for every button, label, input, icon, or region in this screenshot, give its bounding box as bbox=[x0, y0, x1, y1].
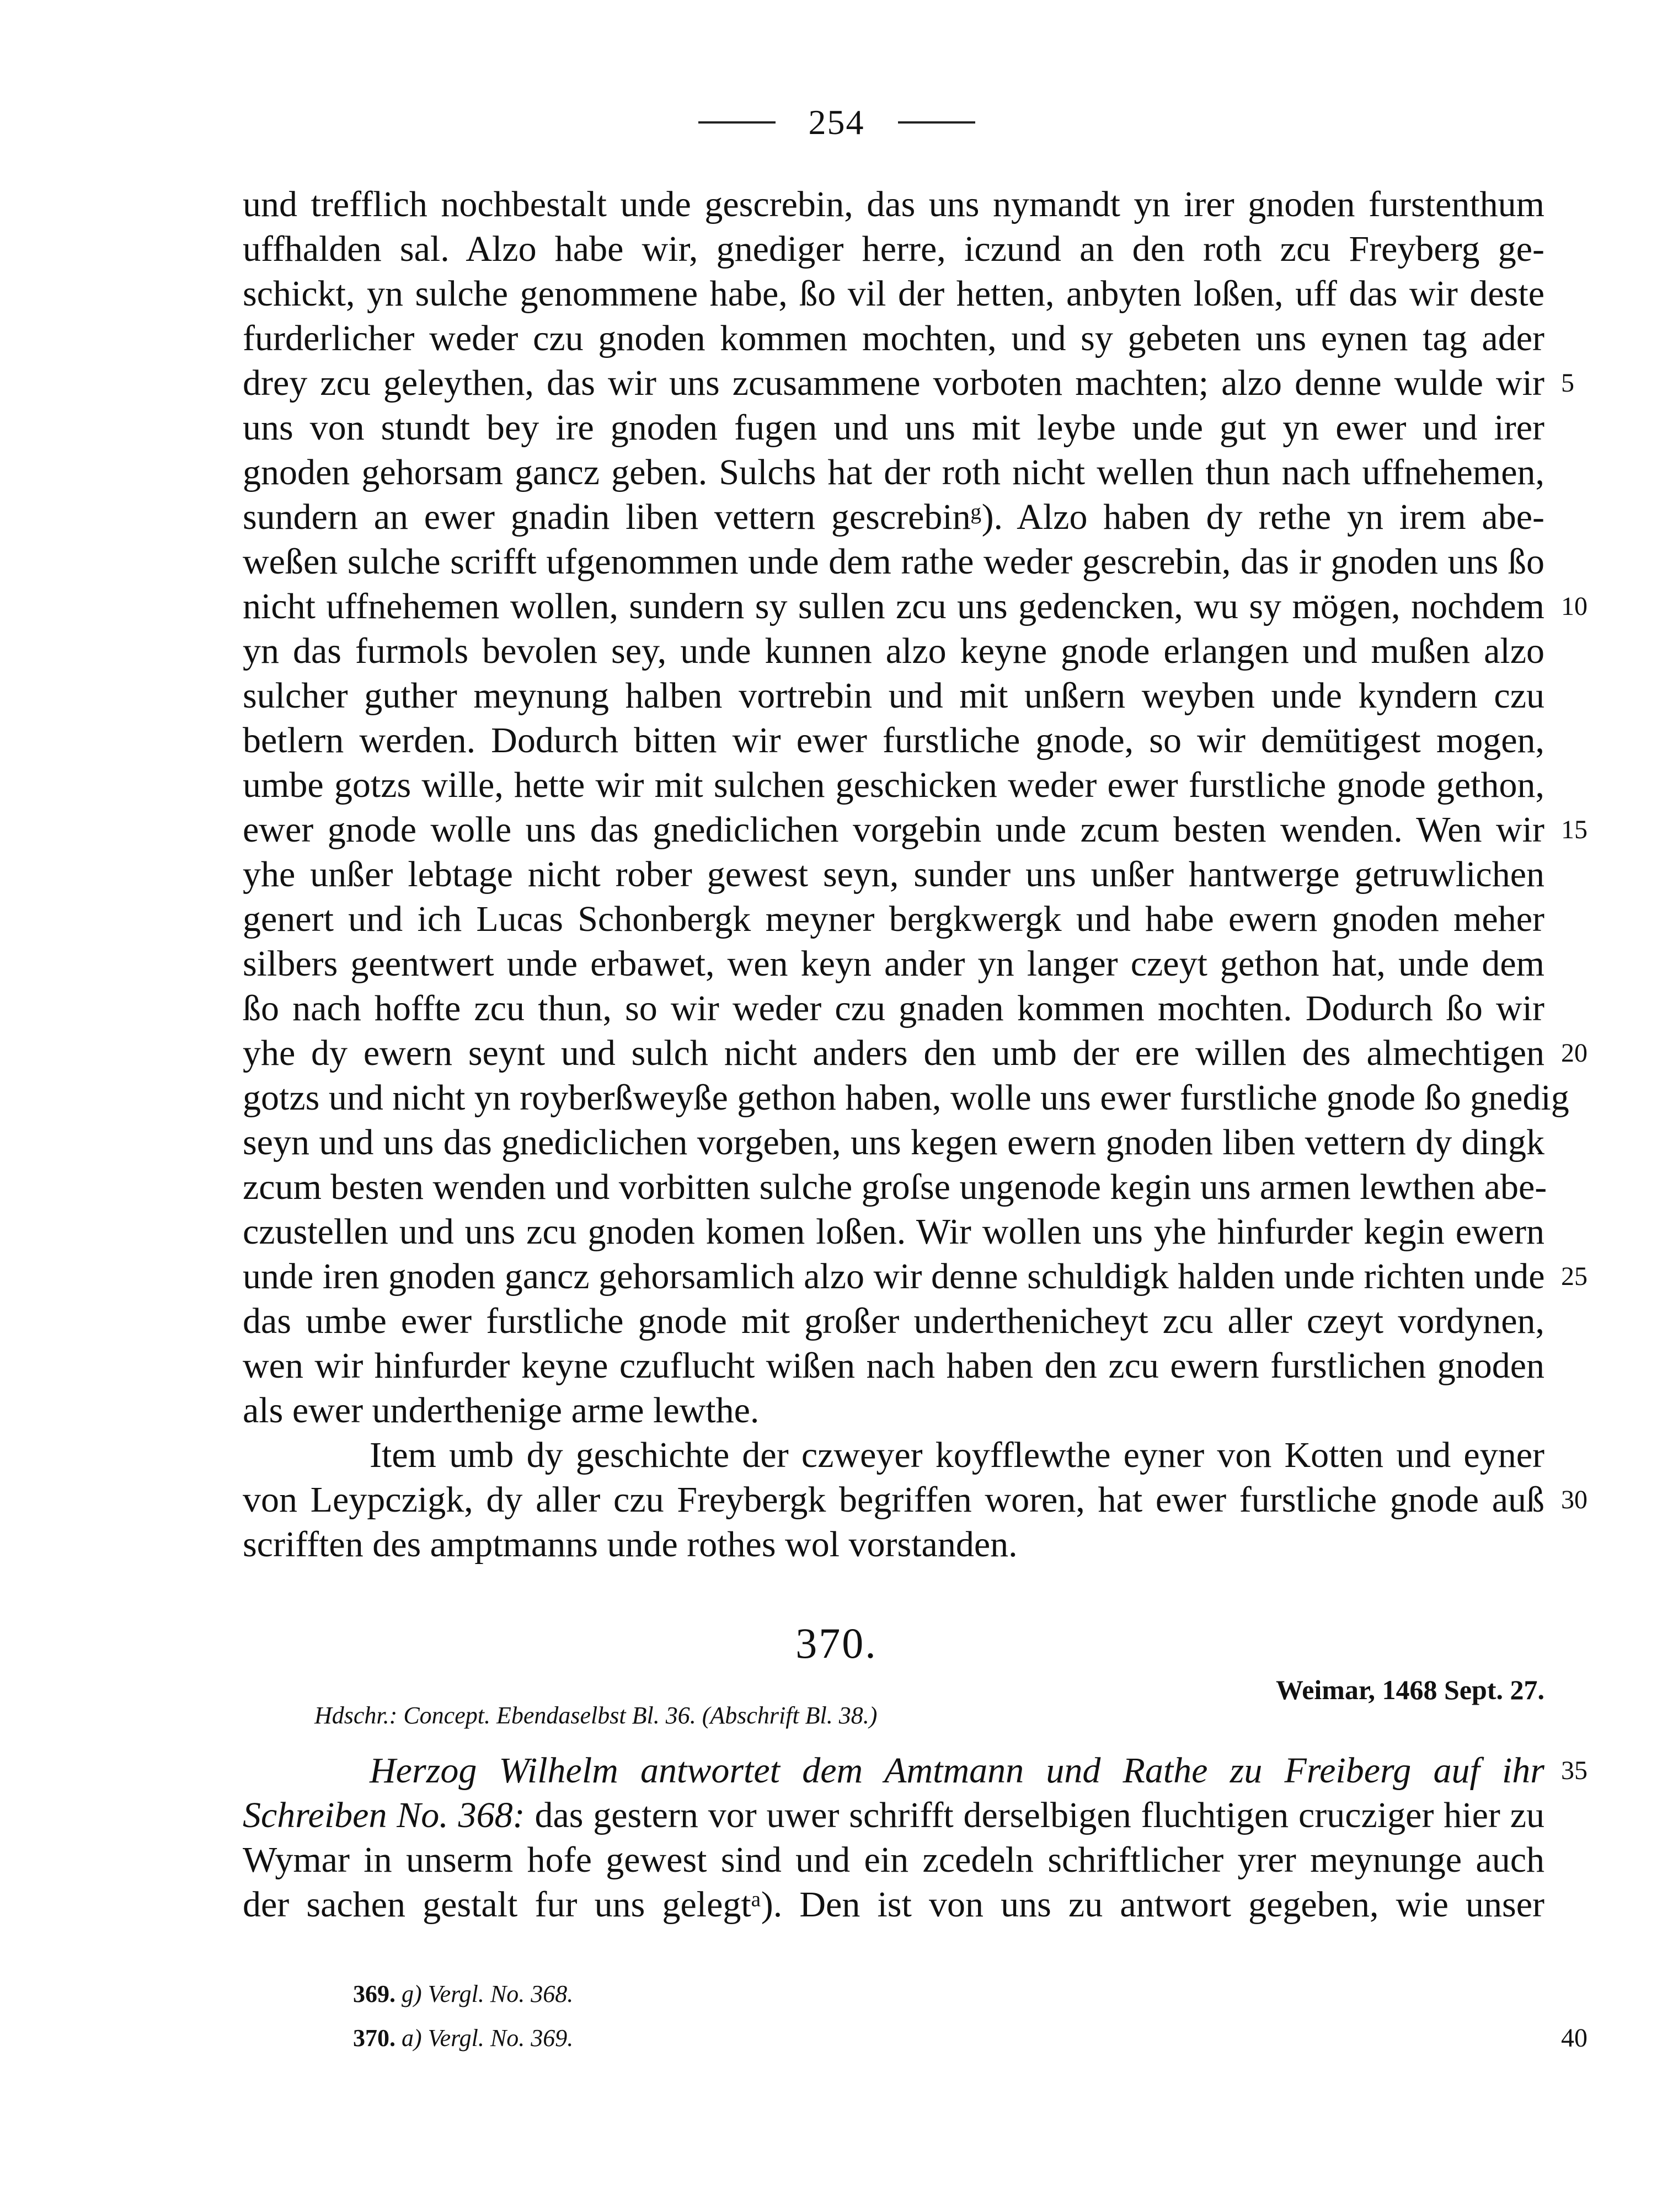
text-line: genert und ich Lucas Schonbergk meyner bergkwergk und habe ewern gnoden meher bbox=[243, 899, 1544, 939]
footnote bbox=[353, 2024, 573, 2052]
text-line: von Leypczigk, dy aller czu Freybergk begriffen woren, hat ewer furstliche gnode auß bbox=[243, 1480, 1544, 1520]
footnote-text: g) Vergl. No. 368. bbox=[402, 1980, 574, 2007]
margin-line-number: 35 bbox=[1561, 1756, 1588, 1785]
text-line: gnoden gehorsam gancz geben. Sulchs hat der roth nicht wellen thun nach uffnehemen, bbox=[243, 452, 1544, 492]
text-line: ewer gnode wolle uns das gnediclichen vorgebin unde zcum besten wenden. Wen wir bbox=[243, 810, 1544, 850]
page-header bbox=[0, 102, 1673, 143]
text-line: yn das furmols bevolen sey, unde kunnen alzo keyne gnode erlangen und mußen alzo bbox=[243, 631, 1544, 671]
text-line: yhe dy ewern seynt und sulch nicht anders den umb der ere willen des almechtigen bbox=[243, 1033, 1544, 1073]
text-line: gotzs und nicht yn royberßweyße gethon haben, wolle uns ewer furstliche gnode ßo gnedig bbox=[243, 1078, 1569, 1118]
document-text bbox=[243, 1748, 1544, 1927]
text-line: als ewer underthenige arme lewthe. bbox=[243, 1390, 760, 1431]
document-source: Hdschr.: Concept. Ebendaselbst Bl. 36. (Abschrift Bl. 38.) bbox=[314, 1702, 878, 1729]
header-rule-left bbox=[698, 121, 776, 124]
footnote-number: 370. bbox=[353, 2024, 395, 2052]
text-line: czustellen und uns zcu gnoden komen loßen. Wir wollen uns yhe hinfurder kegin ewern bbox=[243, 1212, 1544, 1252]
text-line: sulcher guther meynung halben vortrebin und mit unßern weyben unde kyndern czu bbox=[243, 676, 1544, 716]
body-text-section bbox=[243, 182, 1569, 1567]
text-line: sundern an ewer gnadin liben vettern gescrebinᵍ). Alzo haben dy rethe yn irem abe- bbox=[243, 497, 1544, 537]
text-line: das umbe ewer furstliche gnode mit großer underthenicheyt zcu aller czeyt vordynen, bbox=[243, 1301, 1544, 1341]
footnote-text: a) Vergl. No. 369. bbox=[402, 2024, 574, 2052]
text-line: seyn und uns das gnediclichen vorgeben, uns kegen ewern gnoden liben vettern dy dingk bbox=[243, 1122, 1544, 1163]
text-line: und trefflich nochbestalt unde gescrebin, das uns nymandt yn irer gnoden furstenthum bbox=[243, 184, 1544, 224]
document-place-date: Weimar, 1468 Sept. 27. bbox=[1275, 1674, 1544, 1705]
margin-line-number: 30 bbox=[1561, 1485, 1588, 1514]
text-line: umbe gotzs wille, hette wir mit sulchen geschicken weder ewer furstliche gnode gethon, bbox=[243, 765, 1544, 805]
margin-line-number: 10 bbox=[1561, 592, 1588, 621]
margin-line-number: 5 bbox=[1561, 368, 1574, 398]
text-line: yhe unßer lebtage nicht rober gewest seyn, sunder uns unßer hantwerge getruwlichen bbox=[243, 854, 1544, 895]
text-line: schickt, yn sulche genommene habe, ßo vil der hetten, anbyten loßen, uff das wir deste bbox=[243, 274, 1544, 314]
margin-line-number: 20 bbox=[1561, 1038, 1588, 1068]
text-line: Wymar in unserm hofe gewest sind und ein zcedeln schriftlicher yrer meynunge auch bbox=[243, 1840, 1544, 1880]
text-line bbox=[243, 1793, 1544, 1838]
text-line: ßo nach hoffte zcu thun, so wir weder czu gnaden kommen mochten. Dodurch ßo wir bbox=[243, 988, 1544, 1029]
text-line: nicht uffnehemen wollen, sundern sy sullen zcu uns gedencken, wu sy mögen, nochdem bbox=[243, 586, 1544, 626]
footnote-number: 369. bbox=[353, 1980, 395, 2007]
footnote bbox=[353, 1980, 573, 2008]
margin-line-number: 40 bbox=[1561, 2023, 1588, 2053]
text-line: weßen sulche scrifft ufgenommen unde dem rathe weder gescrebin, das ir gnoden uns ßo bbox=[243, 542, 1544, 582]
header-rule-right bbox=[898, 121, 975, 124]
text-line: Item umb dy geschichte der czweyer koyfflewthe eyner von Kotten und eyner bbox=[370, 1435, 1544, 1475]
text-line: unde iren gnoden gancz gehorsamlich alzo wir denne schuldigk halden unde richten unde bbox=[243, 1256, 1545, 1297]
text-line: uns von stundt bey ire gnoden fugen und uns mit leybe unde gut yn ewer und irer bbox=[243, 408, 1544, 448]
margin-line-number: 15 bbox=[1561, 815, 1588, 844]
text-line: Herzog Wilhelm antwortet dem Amtmann und Rathe zu Freiberg auf ihr bbox=[370, 1750, 1544, 1791]
document-number: 370. bbox=[795, 1619, 878, 1667]
regest-reference: Schreiben No. 368: bbox=[243, 1795, 525, 1835]
page-number: 254 bbox=[808, 103, 865, 142]
margin-line-number: 25 bbox=[1561, 1262, 1588, 1291]
text-line: furderlicher weder czu gnoden kommen mochten, und sy gebeten uns eynen tag ader bbox=[243, 318, 1544, 358]
text-line: uffhalden sal. Alzo habe wir, gnediger herre, iczund an den roth zcu Freyberg ge- bbox=[243, 229, 1544, 269]
text-line: wen wir hinfurder keyne czuflucht wißen nach haben den zcu ewern furstlichen gnoden bbox=[243, 1346, 1544, 1386]
text-line: drey zcu geleythen, das wir uns zcusammene vorboten machten; alzo denne wulde wir bbox=[243, 363, 1544, 403]
text-line: zcum besten wenden und vorbitten sulche groſse ungenode kegin uns armen lewthen abe- bbox=[243, 1167, 1547, 1207]
text-line: silbers geentwert unde erbawet, wen keyn ander yn langer czeyt gethon hat, unde dem bbox=[243, 944, 1544, 984]
text-line: scrifften des amptmanns unde rothes wol vorstanden. bbox=[243, 1524, 1018, 1565]
text-fragment: das gestern vor uwer schrifft derselbigen fluchtigen crucziger hier zu bbox=[525, 1795, 1544, 1835]
text-line: betlern werden. Dodurch bitten wir ewer furstliche gnode, so wir demütigest mogen, bbox=[243, 720, 1544, 760]
text-line: der sachen gestalt fur uns gelegtᵃ). Den ist von uns zu antwort gegeben, wie unser bbox=[243, 1884, 1544, 1925]
